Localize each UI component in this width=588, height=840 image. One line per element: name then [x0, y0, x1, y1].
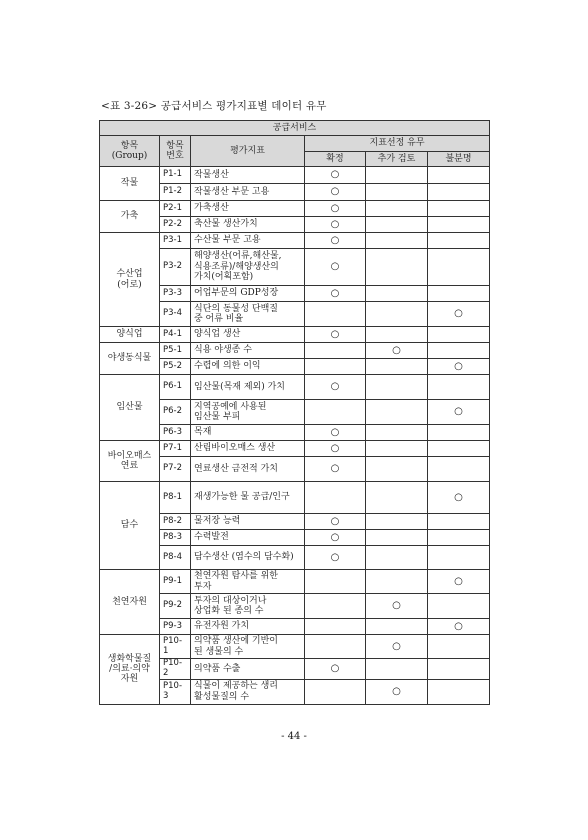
mark-confirmed: ○ [305, 514, 366, 530]
indicator-code: P7-2 [160, 457, 191, 482]
indicator-name: 천연자원 탐사를 위한 투자 [191, 570, 305, 594]
indicator-code: P1-1 [160, 167, 191, 184]
indicator-code: P7-1 [160, 441, 191, 457]
table-body [100, 167, 490, 705]
header-selection: 지표선정 유무 [305, 136, 490, 152]
group-name-line: /의료·의약 [109, 664, 150, 675]
group-name-line: 담수 [120, 520, 139, 531]
mark-confirmed [305, 482, 366, 514]
mark-confirmed: ○ [305, 457, 366, 482]
indicator-name: 가축생산 [191, 201, 305, 217]
mark-unclear [428, 530, 490, 546]
mark-unclear [428, 343, 490, 359]
mark-unclear [428, 659, 490, 680]
mark-confirmed: ○ [305, 233, 366, 249]
table-row [100, 375, 490, 400]
indicator-code: P8-1 [160, 482, 191, 514]
indicator-name: 식물이 제공하는 생리 활성물질의 수 [191, 679, 305, 704]
group-name-line: 수산업 [116, 269, 143, 280]
group-name [100, 635, 160, 705]
indicator-name: 해양생산(어류,해산물, 식용조류)/해양생산의 가치(어획포함) [191, 249, 305, 286]
mark-unclear: ○ [428, 400, 490, 425]
indicator-name: 작물생산 부문 고용 [191, 184, 305, 201]
group-name-line: 연료 [120, 461, 139, 471]
mark-review [366, 217, 428, 233]
mark-unclear [428, 679, 490, 704]
mark-confirmed: ○ [305, 425, 366, 441]
indicator-name: 수렵에 의한 이익 [191, 359, 305, 375]
indicator-name: 수력발전 [191, 530, 305, 546]
mark-confirmed [305, 594, 366, 619]
mark-confirmed [305, 635, 366, 659]
mark-review [366, 286, 428, 302]
table-title: 공급서비스 [100, 121, 490, 136]
mark-unclear [428, 375, 490, 400]
group-name-line: 바이오매스 [107, 450, 152, 461]
mark-confirmed: ○ [305, 546, 366, 570]
mark-confirmed [305, 400, 366, 425]
indicator-code: P6-1 [160, 375, 191, 400]
mark-unclear [428, 184, 490, 201]
page-number: - 44 - [281, 731, 307, 742]
mark-unclear [428, 249, 490, 286]
table-row [100, 167, 490, 184]
indicator-name: 어업부문의 GDP성장 [191, 286, 305, 302]
indicator-code: P1-2 [160, 184, 191, 201]
group-name [100, 570, 160, 635]
indicator-name: 담수생산 (염수의 담수화) [191, 546, 305, 570]
mark-review [366, 482, 428, 514]
mark-review [366, 184, 428, 201]
mark-confirmed: ○ [305, 441, 366, 457]
header-category-line2: (Group) [111, 151, 148, 161]
header-indicator: 평가지표 [191, 136, 305, 167]
mark-confirmed [305, 570, 366, 594]
mark-unclear [428, 441, 490, 457]
mark-review: ○ [366, 594, 428, 619]
indicator-code: P4-1 [160, 327, 191, 343]
mark-unclear [428, 233, 490, 249]
group-name [100, 167, 160, 201]
group-name [100, 482, 160, 570]
mark-confirmed: ○ [305, 659, 366, 680]
mark-unclear [428, 457, 490, 482]
indicator-code: P8-2 [160, 514, 191, 530]
table-row [100, 635, 490, 659]
indicator-code: P3-2 [160, 249, 191, 286]
mark-confirmed: ○ [305, 286, 366, 302]
header-code-line1: 항목 [166, 140, 184, 151]
indicator-code: P2-1 [160, 201, 191, 217]
group-name-line: 생화학물질 [107, 653, 152, 664]
indicator-name: 식용 야생종 수 [191, 343, 305, 359]
group-name-line: 작물 [120, 178, 139, 189]
table-caption: <표 3-26> 공급서비스 평가지표별 데이터 유무 [101, 100, 327, 112]
indicator-code: P9-3 [160, 619, 191, 635]
indicator-name: 의약품 생산에 기반이 된 생물의 수 [191, 635, 305, 659]
mark-review [366, 659, 428, 680]
mark-review: ○ [366, 679, 428, 704]
group-name-line: 야생동식물 [107, 353, 152, 364]
indicator-code: P9-2 [160, 594, 191, 619]
indicator-name: 임산물(목재 제외) 가치 [191, 375, 305, 400]
mark-confirmed [305, 343, 366, 359]
mark-confirmed [305, 302, 366, 327]
mark-review [366, 570, 428, 594]
indicator-code: P8-3 [160, 530, 191, 546]
indicator-code: P8-4 [160, 546, 191, 570]
indicator-code: P2-2 [160, 217, 191, 233]
mark-unclear: ○ [428, 359, 490, 375]
mark-review [366, 327, 428, 343]
mark-review [366, 400, 428, 425]
mark-confirmed: ○ [305, 530, 366, 546]
indicator-code: P9-1 [160, 570, 191, 594]
header-code-line2: 번호 [166, 151, 184, 161]
indicator-code: P3-1 [160, 233, 191, 249]
group-name-line: 임산물 [116, 402, 143, 413]
mark-confirmed: ○ [305, 327, 366, 343]
indicator-name: 투자의 대상이거나 상업화 된 종의 수 [191, 594, 305, 619]
header-category [100, 136, 160, 167]
mark-unclear [428, 286, 490, 302]
mark-unclear: ○ [428, 619, 490, 635]
mark-review [366, 530, 428, 546]
header-category-line1: 항목 [120, 140, 139, 151]
mark-unclear [428, 327, 490, 343]
mark-unclear [428, 546, 490, 570]
indicator-code: P10-1 [160, 635, 191, 659]
indicator-code: P3-3 [160, 286, 191, 302]
indicator-name: 물저장 능력 [191, 514, 305, 530]
indicator-code: P6-2 [160, 400, 191, 425]
mark-review [366, 546, 428, 570]
mark-unclear [428, 217, 490, 233]
mark-confirmed [305, 679, 366, 704]
mark-unclear: ○ [428, 302, 490, 327]
table-row [100, 327, 490, 343]
supply-services-table [99, 120, 490, 705]
indicator-name: 산림바이오매스 생산 [191, 441, 305, 457]
indicator-name: 식단의 동물성 단백질 중 어류 비율 [191, 302, 305, 327]
mark-confirmed: ○ [305, 201, 366, 217]
mark-confirmed: ○ [305, 217, 366, 233]
indicator-code: P10-2 [160, 659, 191, 680]
mark-review [366, 619, 428, 635]
indicator-name: 작물생산 [191, 167, 305, 184]
table-row [100, 343, 490, 359]
group-name-line: 가축 [120, 211, 139, 222]
mark-unclear [428, 594, 490, 619]
group-name [100, 375, 160, 441]
mark-unclear [428, 514, 490, 530]
indicator-name: 목재 [191, 425, 305, 441]
group-name [100, 327, 160, 343]
mark-unclear [428, 425, 490, 441]
mark-unclear: ○ [428, 482, 490, 514]
indicator-code: P5-2 [160, 359, 191, 375]
header-code [160, 136, 191, 167]
mark-confirmed: ○ [305, 167, 366, 184]
mark-review [366, 249, 428, 286]
mark-review [366, 457, 428, 482]
mark-review [366, 425, 428, 441]
header-unclear: 불분명 [428, 152, 490, 167]
table-row [100, 233, 490, 249]
header-review: 추가 검토 [366, 152, 428, 167]
indicator-name: 재생가능한 물 공급/인구 [191, 482, 305, 514]
mark-confirmed [305, 359, 366, 375]
table-row [100, 570, 490, 594]
group-name-line: (어로) [117, 279, 142, 290]
mark-confirmed: ○ [305, 249, 366, 286]
mark-review: ○ [366, 343, 428, 359]
mark-confirmed: ○ [305, 375, 366, 400]
table-row [100, 201, 490, 217]
mark-review [366, 514, 428, 530]
table-row [100, 482, 490, 514]
mark-unclear: ○ [428, 570, 490, 594]
mark-confirmed [305, 619, 366, 635]
indicator-code: P5-1 [160, 343, 191, 359]
indicator-name: 양식업 생산 [191, 327, 305, 343]
mark-review [366, 233, 428, 249]
table-row [100, 441, 490, 457]
group-name [100, 343, 160, 375]
group-name-line: 천연자원 [112, 596, 147, 607]
mark-review [366, 359, 428, 375]
indicator-code: P3-4 [160, 302, 191, 327]
mark-review [366, 167, 428, 184]
group-name [100, 233, 160, 327]
mark-review [366, 302, 428, 327]
mark-review [366, 201, 428, 217]
mark-unclear [428, 167, 490, 184]
group-name-line: 양식업 [116, 329, 143, 340]
mark-review [366, 375, 428, 400]
indicator-name: 연료생산 금전적 가치 [191, 457, 305, 482]
indicator-name: 축산물 생산가치 [191, 217, 305, 233]
group-name [100, 201, 160, 233]
mark-confirmed: ○ [305, 184, 366, 201]
mark-review [366, 441, 428, 457]
group-name-line: 자원 [120, 674, 139, 685]
indicator-name: 유전자원 가치 [191, 619, 305, 635]
group-name [100, 441, 160, 482]
indicator-name: 수산물 부문 고용 [191, 233, 305, 249]
indicator-name: 의약품 수출 [191, 659, 305, 680]
indicator-code: P10-3 [160, 679, 191, 704]
indicator-name: 지역공예에 사용된 임산물 부피 [191, 400, 305, 425]
mark-review: ○ [366, 635, 428, 659]
indicator-code: P6-3 [160, 425, 191, 441]
mark-unclear [428, 201, 490, 217]
mark-unclear [428, 635, 490, 659]
header-confirmed: 확정 [305, 152, 366, 167]
